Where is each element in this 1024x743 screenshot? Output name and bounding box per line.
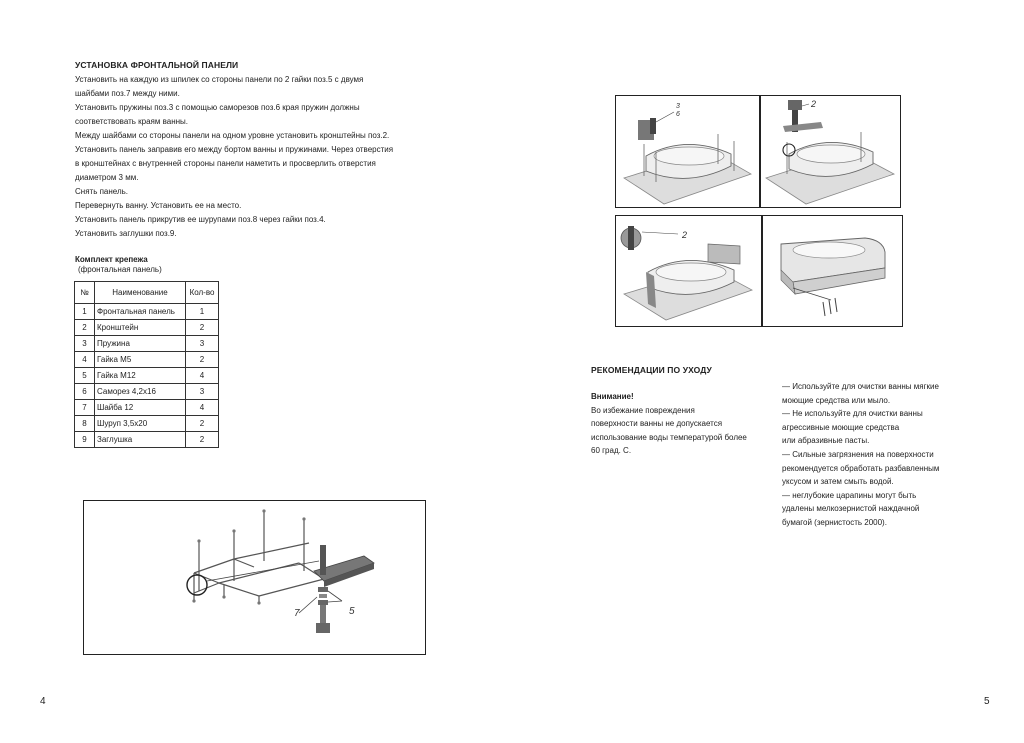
attention-line: поверхности ванны не допускается	[591, 419, 723, 429]
attention-line: 60 град. С.	[591, 446, 632, 456]
row-number: 6	[75, 384, 95, 400]
table-row	[75, 336, 219, 352]
row-number: 9	[75, 432, 95, 448]
attention-title: Внимание!	[591, 392, 634, 401]
instruction-line: соответствовать краям ванны.	[75, 117, 189, 126]
tip-line: уксусом и затем смыть водой.	[782, 477, 894, 487]
row-name: Гайка М12	[95, 368, 186, 384]
instruction-line: Снять панель.	[75, 187, 129, 196]
header-name: Наименование	[95, 282, 186, 304]
row-number: 1	[75, 304, 95, 320]
instruction-line: Установить на каждую из шпилек со стороны панели по 2 гайки поз.5 с двумя	[75, 75, 364, 84]
step-figure-1	[615, 95, 760, 208]
tip-line: — Не используйте для очистки ванны	[782, 409, 923, 419]
tip-line: — Сильные загрязнения на поверхности	[782, 449, 934, 459]
care-tips-block	[782, 380, 939, 530]
fastener-kit-table	[74, 281, 219, 448]
callout-label: 6	[676, 111, 680, 118]
table-row	[75, 384, 219, 400]
row-name: Шайба 12	[95, 400, 186, 416]
bathtub-drawing-4	[763, 216, 901, 325]
row-name: Гайка М5	[95, 352, 186, 368]
instruction-line: Установить пружины поз.3 с помощью саморезов поз.6 края пружин должны	[75, 103, 360, 112]
step-figure-4	[762, 215, 903, 327]
instruction-line: диаметром 3 мм.	[75, 173, 139, 182]
table-row	[75, 432, 219, 448]
page-number-right: 5	[984, 696, 990, 707]
attention-line: использование воды температурой более	[591, 432, 747, 442]
section-title-panel-install: УСТАНОВКА ФРОНТАЛЬНОЙ ПАНЕЛИ	[75, 60, 239, 70]
care-attention-block	[591, 390, 747, 458]
frame-assembly-figure	[83, 500, 426, 655]
tip-line: или абразивные пасты.	[782, 436, 870, 446]
tip-line: — Используйте для очистки ванны мягкие	[782, 382, 939, 391]
bathtub-drawing-1	[616, 96, 758, 206]
tip-line: — неглубокие царапины могут быть	[782, 490, 917, 500]
callout-label: 2	[682, 230, 688, 240]
tip-line: бумагой (зернистость 2000).	[782, 517, 887, 527]
header-qty: Кол-во	[186, 282, 219, 304]
instruction-line: Между шайбами со стороны панели на одном уровне установить кронштейны поз.2.	[75, 131, 390, 140]
callout-label-7: 7	[294, 608, 300, 619]
row-qty: 3	[186, 336, 219, 352]
table-row	[75, 304, 219, 320]
install-instructions	[75, 73, 393, 241]
table-row	[75, 416, 219, 432]
table-row	[75, 368, 219, 384]
row-qty: 2	[186, 320, 219, 336]
row-qty: 3	[186, 384, 219, 400]
table-row	[75, 352, 219, 368]
row-number: 8	[75, 416, 95, 432]
instruction-line: шайбами поз.7 между ними.	[75, 89, 180, 98]
kit-subtitle: (фронтальная панель)	[78, 265, 162, 274]
frame-drawing	[84, 501, 424, 653]
header-number: №	[75, 282, 95, 304]
row-qty: 4	[186, 400, 219, 416]
kit-title: Комплект крепежа	[75, 255, 148, 264]
row-name: Фронтальная панель	[95, 304, 186, 320]
row-name: Шуруп 3,5х20	[95, 416, 186, 432]
row-number: 2	[75, 320, 95, 336]
attention-line: Во избежание повреждения	[591, 405, 695, 415]
row-number: 4	[75, 352, 95, 368]
table-header-row	[75, 282, 219, 304]
row-name: Саморез 4,2х16	[95, 384, 186, 400]
row-qty: 1	[186, 304, 219, 320]
callout-label-5: 5	[349, 606, 355, 617]
instruction-line: Установить панель прикрутив ее шурупами поз.8 через гайки поз.4.	[75, 215, 326, 224]
tip-line: удалены мелкозернистой наждачной	[782, 504, 920, 514]
row-number: 5	[75, 368, 95, 384]
row-name: Пружина	[95, 336, 186, 352]
row-qty: 2	[186, 416, 219, 432]
bathtub-drawing-3	[616, 216, 760, 325]
step-figure-2	[760, 95, 901, 208]
instruction-line: Установить заглушки поз.9.	[75, 229, 177, 238]
row-name: Заглушка	[95, 432, 186, 448]
row-qty: 2	[186, 432, 219, 448]
callout-label: 2	[811, 99, 817, 109]
row-number: 3	[75, 336, 95, 352]
instruction-line: Установить панель заправив его между бортом ванны и пружинами. Через отверстия	[75, 145, 394, 154]
callout-label: 3	[676, 103, 680, 110]
row-name: Кронштейн	[95, 320, 186, 336]
kit-caption	[75, 255, 162, 275]
tip-line: агрессивные моющие средства	[782, 422, 900, 432]
row-qty: 2	[186, 352, 219, 368]
instruction-line: в кронштейнах с внутренней стороны панели наметить и просверлить отверстия	[75, 159, 376, 168]
row-number: 7	[75, 400, 95, 416]
bathtub-drawing-2	[761, 96, 899, 206]
section-title-care: РЕКОМЕНДАЦИИ ПО УХОДУ	[591, 365, 712, 375]
tip-line: рекомендуется обработать разбавленным	[782, 463, 940, 473]
row-qty: 4	[186, 368, 219, 384]
instruction-line: Перевернуть ванну. Установить ее на место.	[75, 201, 242, 210]
page-number-left: 4	[40, 696, 46, 707]
table-row	[75, 320, 219, 336]
tip-line: моющие средства или мыло.	[782, 395, 891, 405]
table-row	[75, 400, 219, 416]
step-figure-3	[615, 215, 762, 327]
